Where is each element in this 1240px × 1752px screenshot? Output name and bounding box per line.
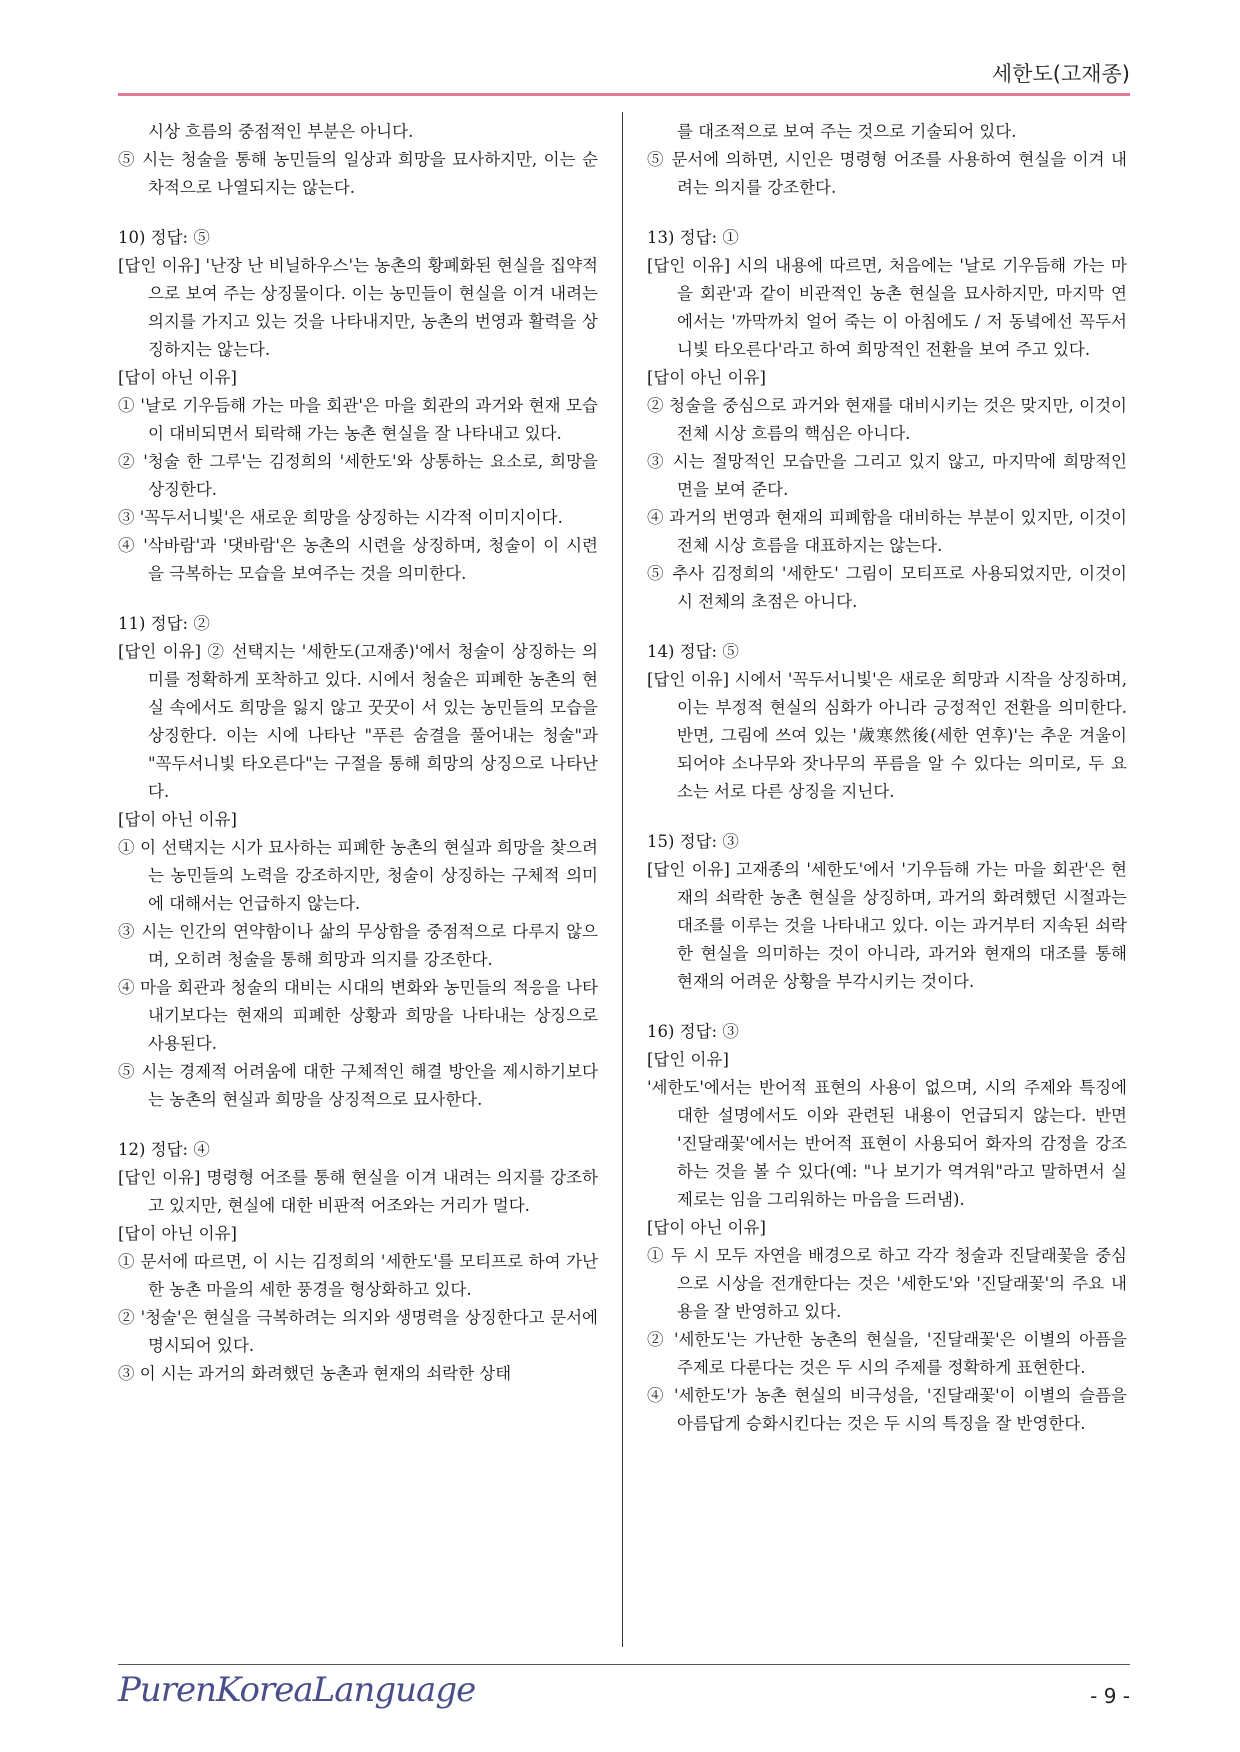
paragraph: ⑤ 추사 김정희의 '세한도' 그림이 모티프로 사용되었지만, 이것이 시 전체의 초점은 아니다. xyxy=(647,564,1127,611)
section-heading: 11) 정답: ② xyxy=(118,614,210,633)
paragraph: ② '청술 한 그루'는 김정희의 '세한도'와 상통하는 요소로, 희망을 상징한다. xyxy=(118,452,598,499)
section-heading: [답인 이유] xyxy=(647,1050,729,1069)
paragraph: [답인 이유] ② 선택지는 '세한도(고재종)'에서 청술이 상징하는 의미를 정확하게 포착하고 있다. 시에서 청술은 피폐한 농촌의 현실 속에서도 희망을 잃지 않고 꿋꿋이 서 있는 농민들의 모습을 상징한다. 이는 시에 나타난 "푸른 숨결을 풀어내는 청술"과 "꼭두서니빛 타오른다"는 구절을 통해 희망의 상징으로 나타난다. xyxy=(118,642,598,801)
section-heading: 12) 정답: ④ xyxy=(118,1140,210,1159)
paragraph: 시상 흐름의 중점적인 부분은 아니다. xyxy=(148,122,414,141)
paragraph: 를 대조적으로 보여 주는 것으로 기술되어 있다. xyxy=(677,122,1017,141)
paragraph: ② '세한도'는 가난한 농촌의 현실을, '진달래꽃'은 이별의 아픔을 주제로 다룬다는 것은 두 시의 주제를 정확하게 표현한다. xyxy=(647,1330,1127,1377)
section-heading: 15) 정답: ③ xyxy=(647,832,739,851)
paragraph: ① 이 선택지는 시가 묘사하는 피폐한 농촌의 현실과 희망을 찾으려는 농민들의 노력을 강조하지만, 청술이 상징하는 구체적 의미에 대해서는 언급하지 않는다. xyxy=(118,838,598,913)
section-heading: 13) 정답: ① xyxy=(647,228,739,247)
paragraph: '세한도'에서는 반어적 표현의 사용이 없으며, 시의 주제와 특징에 대한 설명에서도 이와 관련된 내용이 언급되지 않는다. 반면 '진달래꽃'에서는 반어적 표현이 사용되어 화자의 감정을 강조하는 것을 볼 수 있다(예: "나 보기가 역겨워"라고 말하면서 실제로는 임을 그리워하는 마음을 드러냄). xyxy=(647,1078,1127,1209)
page-number: - 9 - xyxy=(1090,1684,1130,1708)
paragraph: ④ '세한도'가 농촌 현실의 비극성을, '진달래꽃'이 이별의 슬픔을 아름답게 승화시킨다는 것은 두 시의 특징을 잘 반영한다. xyxy=(647,1386,1127,1433)
paragraph: ② '청술'은 현실을 극복하려는 의지와 생명력을 상징한다고 문서에 명시되어 있다. xyxy=(118,1308,598,1355)
paragraph: [답인 이유] 고재종의 '세한도'에서 '기우듬해 가는 마을 회관'은 현재의 쇠락한 농촌 현실을 상징하며, 과거의 화려했던 시절과는 대조를 이루는 것을 나타내고 있다. 이는 과거부터 지속된 쇠락한 현실을 의미하는 것이 아니라, 과거와 현재의 대조를 통해 현재의 어려운 상황을 부각시키는 것이다. xyxy=(647,860,1127,991)
paragraph: ③ 시는 절망적인 모습만을 그리고 있지 않고, 마지막에 희망적인 면을 보여 준다. xyxy=(647,452,1127,499)
section-heading: [답이 아닌 이유] xyxy=(118,810,237,829)
paragraph: ⑤ 문서에 의하면, 시인은 명령형 어조를 사용하여 현실을 이겨 내려는 의지를 강조한다. xyxy=(647,150,1127,197)
section-heading: 10) 정답: ⑤ xyxy=(118,228,210,247)
paragraph: ⑤ 시는 경제적 어려움에 대한 구체적인 해결 방안을 제시하기보다는 농촌의 현실과 희망을 상징적으로 묘사한다. xyxy=(118,1062,598,1109)
section-heading: [답이 아닌 이유] xyxy=(647,368,766,387)
section-heading: [답이 아닌 이유] xyxy=(118,1224,237,1243)
footer-rule xyxy=(118,1664,1130,1665)
paragraph: ① 문서에 따르면, 이 시는 김정희의 '세한도'를 모티프로 하여 가난한 농촌 마을의 세한 풍경을 형상화하고 있다. xyxy=(118,1252,598,1299)
paragraph: ⑤ 시는 청술을 통해 농민들의 일상과 희망을 묘사하지만, 이는 순차적으로 나열되지는 않는다. xyxy=(118,150,598,197)
paragraph: ① 두 시 모두 자연을 배경으로 하고 각각 청술과 진달래꽃을 중심으로 시상을 전개한다는 것은 '세한도'와 '진달래꽃'의 주요 내용을 잘 반영하고 있다. xyxy=(647,1246,1127,1321)
right-column xyxy=(647,118,1127,1438)
paragraph: [답인 이유] 시에서 '꼭두서니빛'은 새로운 희망과 시작을 상징하며, 이는 부정적 현실의 심화가 아니라 긍정적인 전환을 의미한다. 반면, 그림에 쓰여 있는 '歲寒然後(세한 연후)'는 추운 겨울이 되어야 소나무와 잣나무의 푸름을 알 수 있다는 의미로, 두 요소는 서로 다른 상징을 지닌다. xyxy=(647,670,1127,801)
paragraph: ④ 마을 회관과 청술의 대비는 시대의 변화와 농민들의 적응을 나타내기보다는 현재의 피폐한 상황과 희망을 나타내는 상징으로 사용된다. xyxy=(118,978,598,1053)
paragraph: ① '날로 기우듬해 가는 마을 회관'은 마을 회관의 과거와 현재 모습이 대비되면서 퇴락해 가는 농촌 현실을 잘 나타내고 있다. xyxy=(118,396,598,443)
paragraph: [답인 이유] 명령형 어조를 통해 현실을 이겨 내려는 의지를 강조하고 있지만, 현실에 대한 비판적 어조와는 거리가 멀다. xyxy=(118,1168,598,1215)
left-column xyxy=(118,118,598,1388)
paragraph: ③ 시는 인간의 연약함이나 삶의 무상함을 중점적으로 다루지 않으며, 오히려 청술을 통해 희망과 의지를 강조한다. xyxy=(118,922,598,969)
section-heading: [답이 아닌 이유] xyxy=(118,368,237,387)
section-heading: 14) 정답: ⑤ xyxy=(647,642,739,661)
column-divider xyxy=(622,112,623,1647)
section-heading: [답이 아닌 이유] xyxy=(647,1218,766,1237)
paragraph: ④ '삭바람'과 '댓바람'은 농촌의 시련을 상징하며, 청술이 이 시련을 극복하는 모습을 보여주는 것을 의미한다. xyxy=(118,536,598,583)
header-rule xyxy=(118,93,1130,96)
paragraph: ③ '꼭두서니빛'은 새로운 희망을 상징하는 시각적 이미지이다. xyxy=(118,508,563,527)
page-header-title: 세한도(고재종) xyxy=(991,62,1130,86)
paragraph: ④ 과거의 번영과 현재의 피폐함을 대비하는 부분이 있지만, 이것이 전체 시상 흐름을 대표하지는 않는다. xyxy=(647,508,1127,555)
publisher-logo: PurenKoreaLanguage xyxy=(118,1670,476,1710)
paragraph: [답인 이유] '난장 난 비닐하우스'는 농촌의 황폐화된 현실을 집약적으로 보여 주는 상징물이다. 이는 농민들이 현실을 이겨 내려는 의지를 가지고 있는 것을 나타내지만, 농촌의 번영과 활력을 상징하지는 않는다. xyxy=(118,256,598,359)
paragraph: [답인 이유] 시의 내용에 따르면, 처음에는 '날로 기우듬해 가는 마을 회관'과 같이 비관적인 농촌 현실을 묘사하지만, 마지막 연에서는 '까막까치 얼어 죽는 이 아침에도 / 저 동녘에선 꼭두서니빛 타오른다'라고 하여 희망적인 전환을 보여 주고 있다. xyxy=(647,256,1127,359)
paragraph: ② 청술을 중심으로 과거와 현재를 대비시키는 것은 맞지만, 이것이 전체 시상 흐름의 핵심은 아니다. xyxy=(647,396,1127,443)
paragraph: ③ 이 시는 과거의 화려했던 농촌과 현재의 쇠락한 상태 xyxy=(118,1364,512,1383)
section-heading: 16) 정답: ③ xyxy=(647,1022,739,1041)
